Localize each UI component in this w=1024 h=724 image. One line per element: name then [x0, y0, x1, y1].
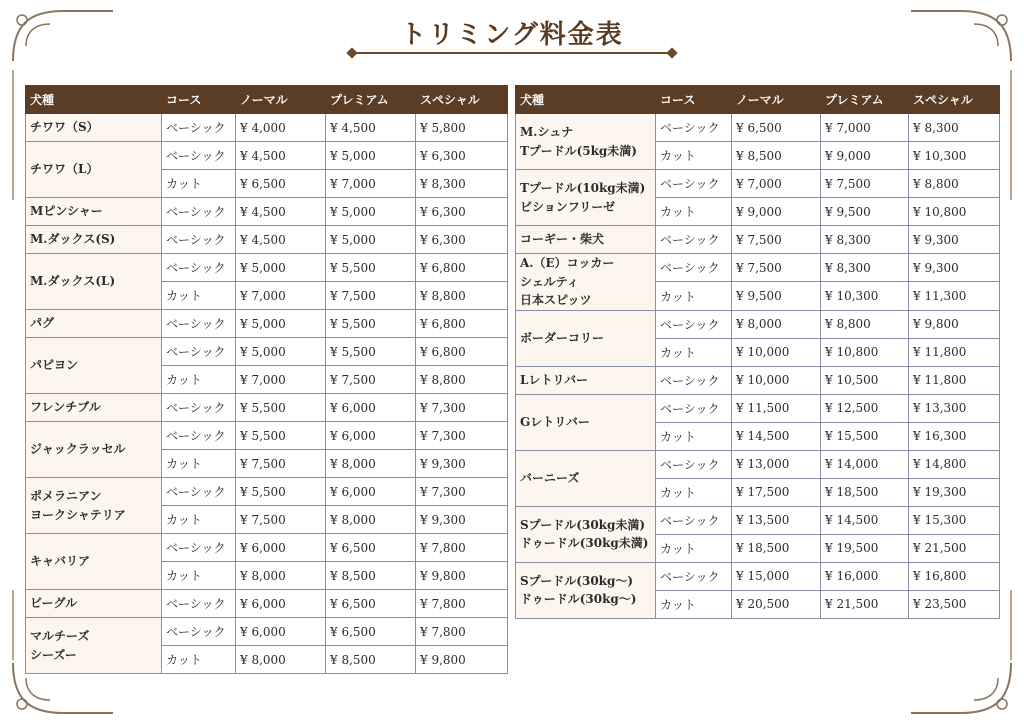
course-cell: カット — [162, 170, 236, 198]
price-special: ¥ 7,800 — [416, 590, 508, 618]
price-normal: ¥ 7,000 — [236, 366, 326, 394]
table-row — [26, 394, 508, 422]
course-cell: ベーシック — [162, 198, 236, 226]
price-normal: ¥ 8,000 — [236, 646, 326, 674]
title-area — [0, 14, 1024, 51]
header-normal: ノーマル — [732, 86, 821, 114]
breed-cell — [26, 310, 162, 338]
price-premium: ¥ 19,500 — [821, 534, 909, 562]
header-premium: プレミアム — [821, 86, 909, 114]
table-row — [26, 198, 508, 226]
price-normal: ¥ 14,500 — [732, 422, 821, 450]
price-premium: ¥ 8,500 — [326, 646, 416, 674]
table-row — [516, 114, 1000, 142]
breed-cell — [26, 338, 162, 394]
course-cell: カット — [656, 422, 732, 450]
course-cell: ベーシック — [162, 618, 236, 646]
price-special: ¥ 6,800 — [416, 338, 508, 366]
table-row — [516, 394, 1000, 422]
price-premium: ¥ 12,500 — [821, 394, 909, 422]
price-premium: ¥ 14,500 — [821, 506, 909, 534]
price-table-left — [25, 85, 508, 674]
breed-name: Tプードル(10kg未満) — [520, 180, 646, 195]
price-special: ¥ 6,800 — [416, 254, 508, 282]
price-special: ¥ 15,300 — [909, 506, 1000, 534]
price-special: ¥ 5,800 — [416, 114, 508, 142]
price-premium: ¥ 5,500 — [326, 310, 416, 338]
breed-cell — [26, 422, 162, 478]
course-cell: カット — [162, 646, 236, 674]
price-normal: ¥ 11,500 — [732, 394, 821, 422]
breed-name: ヨークシャテリア — [30, 507, 126, 522]
breed-cell — [26, 254, 162, 310]
price-special: ¥ 9,300 — [909, 226, 1000, 254]
price-special: ¥ 9,800 — [909, 310, 1000, 338]
price-normal: ¥ 5,000 — [236, 254, 326, 282]
border-line — [12, 590, 14, 660]
breed-cell — [26, 534, 162, 590]
price-special: ¥ 19,300 — [909, 478, 1000, 506]
price-normal: ¥ 7,000 — [236, 282, 326, 310]
price-premium: ¥ 16,000 — [821, 562, 909, 590]
price-premium: ¥ 9,000 — [821, 142, 909, 170]
price-special: ¥ 21,500 — [909, 534, 1000, 562]
price-special: ¥ 7,800 — [416, 534, 508, 562]
table-row — [26, 226, 508, 254]
table-row — [26, 338, 508, 366]
breed-cell — [516, 254, 656, 311]
price-premium: ¥ 7,500 — [821, 170, 909, 198]
course-cell: ベーシック — [162, 142, 236, 170]
price-special: ¥ 9,300 — [909, 254, 1000, 282]
price-special: ¥ 10,800 — [909, 198, 1000, 226]
course-cell: カット — [656, 198, 732, 226]
course-cell: カット — [162, 562, 236, 590]
course-cell: ベーシック — [656, 170, 732, 198]
header-special: スペシャル — [416, 86, 508, 114]
price-premium: ¥ 6,000 — [326, 422, 416, 450]
price-special: ¥ 9,300 — [416, 506, 508, 534]
price-normal: ¥ 4,500 — [236, 198, 326, 226]
breed-name: ポメラニアン — [30, 488, 102, 503]
table-row — [26, 310, 508, 338]
course-cell: ベーシック — [162, 534, 236, 562]
breed-name: ドゥードル(30kg〜) — [520, 592, 637, 607]
price-premium: ¥ 7,500 — [326, 282, 416, 310]
breed-name: Mピンシャー — [30, 204, 103, 219]
price-premium: ¥ 8,300 — [821, 254, 909, 282]
course-cell: ベーシック — [656, 226, 732, 254]
price-normal: ¥ 15,000 — [732, 562, 821, 590]
price-special: ¥ 11,800 — [909, 338, 1000, 366]
price-premium: ¥ 15,500 — [821, 422, 909, 450]
header-breed: 犬種 — [516, 86, 656, 114]
course-cell: ベーシック — [656, 506, 732, 534]
breed-name: Sプードル(30kg未満) — [520, 517, 646, 532]
breed-name: Sプードル(30kg〜) — [520, 573, 634, 588]
price-normal: ¥ 4,500 — [236, 226, 326, 254]
price-premium: ¥ 10,300 — [821, 282, 909, 310]
course-cell: カット — [656, 142, 732, 170]
breed-cell — [26, 618, 162, 674]
price-premium: ¥ 6,500 — [326, 618, 416, 646]
price-special: ¥ 9,300 — [416, 450, 508, 478]
course-cell: ベーシック — [656, 254, 732, 282]
price-special: ¥ 7,300 — [416, 422, 508, 450]
breed-cell — [26, 590, 162, 618]
price-premium: ¥ 9,500 — [821, 198, 909, 226]
course-cell: ベーシック — [162, 226, 236, 254]
price-special: ¥ 6,300 — [416, 226, 508, 254]
course-cell: ベーシック — [656, 366, 732, 394]
price-premium: ¥ 4,500 — [326, 114, 416, 142]
breed-name: コーギー・柴犬 — [520, 232, 605, 247]
table-row — [516, 562, 1000, 590]
border-line — [12, 70, 14, 200]
header-course: コース — [656, 86, 732, 114]
breed-name: ボーダーコリー — [520, 330, 605, 345]
title-underline — [352, 52, 672, 54]
price-premium: ¥ 6,500 — [326, 534, 416, 562]
price-normal: ¥ 9,000 — [732, 198, 821, 226]
price-special: ¥ 8,300 — [909, 114, 1000, 142]
breed-cell — [516, 114, 656, 170]
breed-name: パピヨン — [30, 358, 79, 373]
price-special: ¥ 7,300 — [416, 478, 508, 506]
price-normal: ¥ 4,000 — [236, 114, 326, 142]
table-row — [26, 618, 508, 646]
breed-name: シェルティ — [520, 274, 579, 289]
price-normal: ¥ 7,500 — [732, 254, 821, 282]
price-premium: ¥ 21,500 — [821, 590, 909, 618]
price-special: ¥ 11,800 — [909, 366, 1000, 394]
price-normal: ¥ 4,500 — [236, 142, 326, 170]
price-normal: ¥ 13,500 — [732, 506, 821, 534]
price-normal: ¥ 7,500 — [236, 506, 326, 534]
price-normal: ¥ 6,000 — [236, 590, 326, 618]
breed-name: M.シュナ — [520, 124, 574, 139]
course-cell: カット — [656, 282, 732, 310]
breed-name: A.（E）コッカー — [520, 256, 615, 270]
price-normal: ¥ 7,500 — [732, 226, 821, 254]
price-premium: ¥ 10,500 — [821, 366, 909, 394]
table-row — [26, 478, 508, 506]
price-normal: ¥ 20,500 — [732, 590, 821, 618]
breed-name: M.ダックス(L) — [30, 274, 116, 289]
price-normal: ¥ 10,000 — [732, 366, 821, 394]
price-premium: ¥ 5,500 — [326, 338, 416, 366]
border-line — [1010, 590, 1012, 660]
price-normal: ¥ 18,500 — [732, 534, 821, 562]
breed-cell — [26, 478, 162, 534]
table-row — [516, 366, 1000, 394]
price-special: ¥ 10,300 — [909, 142, 1000, 170]
price-normal: ¥ 5,500 — [236, 422, 326, 450]
header-normal: ノーマル — [236, 86, 326, 114]
table-row — [516, 254, 1000, 282]
price-special: ¥ 16,300 — [909, 422, 1000, 450]
course-cell: カット — [162, 506, 236, 534]
course-cell: ベーシック — [162, 114, 236, 142]
breed-name: ジャックラッセル — [30, 442, 126, 457]
course-cell: カット — [162, 366, 236, 394]
course-cell: ベーシック — [656, 310, 732, 338]
course-cell: ベーシック — [162, 254, 236, 282]
breed-cell — [26, 394, 162, 422]
breed-cell — [516, 170, 656, 226]
breed-cell — [26, 198, 162, 226]
breed-cell — [516, 562, 656, 618]
price-special: ¥ 9,800 — [416, 646, 508, 674]
table-row — [516, 506, 1000, 534]
price-premium: ¥ 8,500 — [326, 562, 416, 590]
table-row — [26, 590, 508, 618]
price-premium: ¥ 8,300 — [821, 226, 909, 254]
price-normal: ¥ 7,500 — [236, 450, 326, 478]
price-normal: ¥ 6,500 — [236, 170, 326, 198]
breed-name: パグ — [30, 316, 55, 331]
course-cell: カット — [656, 534, 732, 562]
breed-name: チワワ（L） — [30, 162, 99, 177]
price-premium: ¥ 6,000 — [326, 478, 416, 506]
price-normal: ¥ 5,000 — [236, 338, 326, 366]
price-special: ¥ 8,300 — [416, 170, 508, 198]
course-cell: ベーシック — [162, 394, 236, 422]
header-course: コース — [162, 86, 236, 114]
course-cell: カット — [656, 590, 732, 618]
price-normal: ¥ 8,500 — [732, 142, 821, 170]
course-cell: カット — [656, 338, 732, 366]
table-row — [26, 114, 508, 142]
breed-name: M.ダックス(S) — [30, 232, 116, 247]
price-premium: ¥ 5,000 — [326, 226, 416, 254]
breed-name: Lレトリバー — [520, 372, 589, 387]
price-premium: ¥ 10,800 — [821, 338, 909, 366]
price-normal: ¥ 6,500 — [732, 114, 821, 142]
table-row — [26, 534, 508, 562]
price-special: ¥ 13,300 — [909, 394, 1000, 422]
table-row — [516, 310, 1000, 338]
price-premium: ¥ 7,000 — [326, 170, 416, 198]
price-special: ¥ 14,800 — [909, 450, 1000, 478]
price-normal: ¥ 7,000 — [732, 170, 821, 198]
breed-cell — [516, 310, 656, 366]
price-normal: ¥ 17,500 — [732, 478, 821, 506]
breed-cell — [516, 394, 656, 450]
price-normal: ¥ 10,000 — [732, 338, 821, 366]
breed-cell — [516, 366, 656, 394]
price-premium: ¥ 8,000 — [326, 450, 416, 478]
table-row — [516, 450, 1000, 478]
price-special: ¥ 11,300 — [909, 282, 1000, 310]
price-special: ¥ 8,800 — [416, 366, 508, 394]
price-normal: ¥ 6,000 — [236, 618, 326, 646]
breed-cell — [26, 226, 162, 254]
header-breed: 犬種 — [26, 86, 162, 114]
course-cell: ベーシック — [162, 422, 236, 450]
course-cell: カット — [162, 450, 236, 478]
price-special: ¥ 8,800 — [909, 170, 1000, 198]
price-premium: ¥ 8,000 — [326, 506, 416, 534]
price-premium: ¥ 18,500 — [821, 478, 909, 506]
breed-name: ドゥードル(30kg未満) — [520, 536, 649, 551]
course-cell: ベーシック — [162, 478, 236, 506]
price-special: ¥ 16,800 — [909, 562, 1000, 590]
price-premium: ¥ 8,800 — [821, 310, 909, 338]
price-normal: ¥ 9,500 — [732, 282, 821, 310]
price-table-right — [515, 85, 1000, 619]
price-special: ¥ 8,800 — [416, 282, 508, 310]
breed-cell — [516, 506, 656, 562]
course-cell: ベーシック — [656, 562, 732, 590]
price-special: ¥ 9,800 — [416, 562, 508, 590]
table-row — [516, 226, 1000, 254]
course-cell: ベーシック — [656, 450, 732, 478]
price-normal: ¥ 8,000 — [236, 562, 326, 590]
price-premium: ¥ 5,500 — [326, 254, 416, 282]
header-special: スペシャル — [909, 86, 1000, 114]
breed-name: フレンチブル — [30, 400, 101, 415]
breed-name: 日本スピッツ — [520, 293, 592, 308]
price-premium: ¥ 6,000 — [326, 394, 416, 422]
breed-name: マルチーズ — [30, 628, 90, 643]
breed-cell — [26, 114, 162, 142]
breed-name: ビーグル — [30, 596, 78, 611]
price-premium: ¥ 7,000 — [821, 114, 909, 142]
table-row — [516, 170, 1000, 198]
breed-name: Gレトリバー — [520, 414, 590, 429]
price-normal: ¥ 8,000 — [732, 310, 821, 338]
table-row — [26, 142, 508, 170]
price-premium: ¥ 6,500 — [326, 590, 416, 618]
price-normal: ¥ 5,500 — [236, 394, 326, 422]
price-special: ¥ 7,800 — [416, 618, 508, 646]
table-header-row — [26, 86, 508, 114]
course-cell: ベーシック — [656, 114, 732, 142]
border-line — [1010, 70, 1012, 200]
price-special: ¥ 6,800 — [416, 310, 508, 338]
table-row — [26, 254, 508, 282]
course-cell: ベーシック — [656, 394, 732, 422]
breed-name: キャバリア — [30, 554, 91, 569]
price-special: ¥ 6,300 — [416, 198, 508, 226]
price-normal: ¥ 5,500 — [236, 478, 326, 506]
breed-name: チワワ（S） — [30, 120, 99, 135]
breed-cell — [516, 226, 656, 254]
price-special: ¥ 23,500 — [909, 590, 1000, 618]
breed-name: Tプードル(5kg未満) — [520, 143, 637, 158]
breed-name: ビションフリーゼ — [520, 199, 616, 214]
price-premium: ¥ 7,500 — [326, 366, 416, 394]
page-title: トリミング料金表 — [400, 20, 624, 50]
table-row — [26, 422, 508, 450]
course-cell: ベーシック — [162, 338, 236, 366]
price-premium: ¥ 5,000 — [326, 142, 416, 170]
course-cell: ベーシック — [162, 310, 236, 338]
corner-ornament-icon — [906, 658, 1016, 718]
price-special: ¥ 6,300 — [416, 142, 508, 170]
course-cell: カット — [656, 478, 732, 506]
header-premium: プレミアム — [326, 86, 416, 114]
price-premium: ¥ 14,000 — [821, 450, 909, 478]
price-normal: ¥ 13,000 — [732, 450, 821, 478]
breed-cell — [516, 450, 656, 506]
price-special: ¥ 7,300 — [416, 394, 508, 422]
breed-name: バーニーズ — [520, 470, 580, 485]
breed-name: シーズー — [30, 647, 77, 662]
course-cell: ベーシック — [162, 590, 236, 618]
price-normal: ¥ 5,000 — [236, 310, 326, 338]
course-cell: カット — [162, 282, 236, 310]
price-normal: ¥ 6,000 — [236, 534, 326, 562]
price-premium: ¥ 5,000 — [326, 198, 416, 226]
breed-cell — [26, 142, 162, 198]
table-header-row — [516, 86, 1000, 114]
